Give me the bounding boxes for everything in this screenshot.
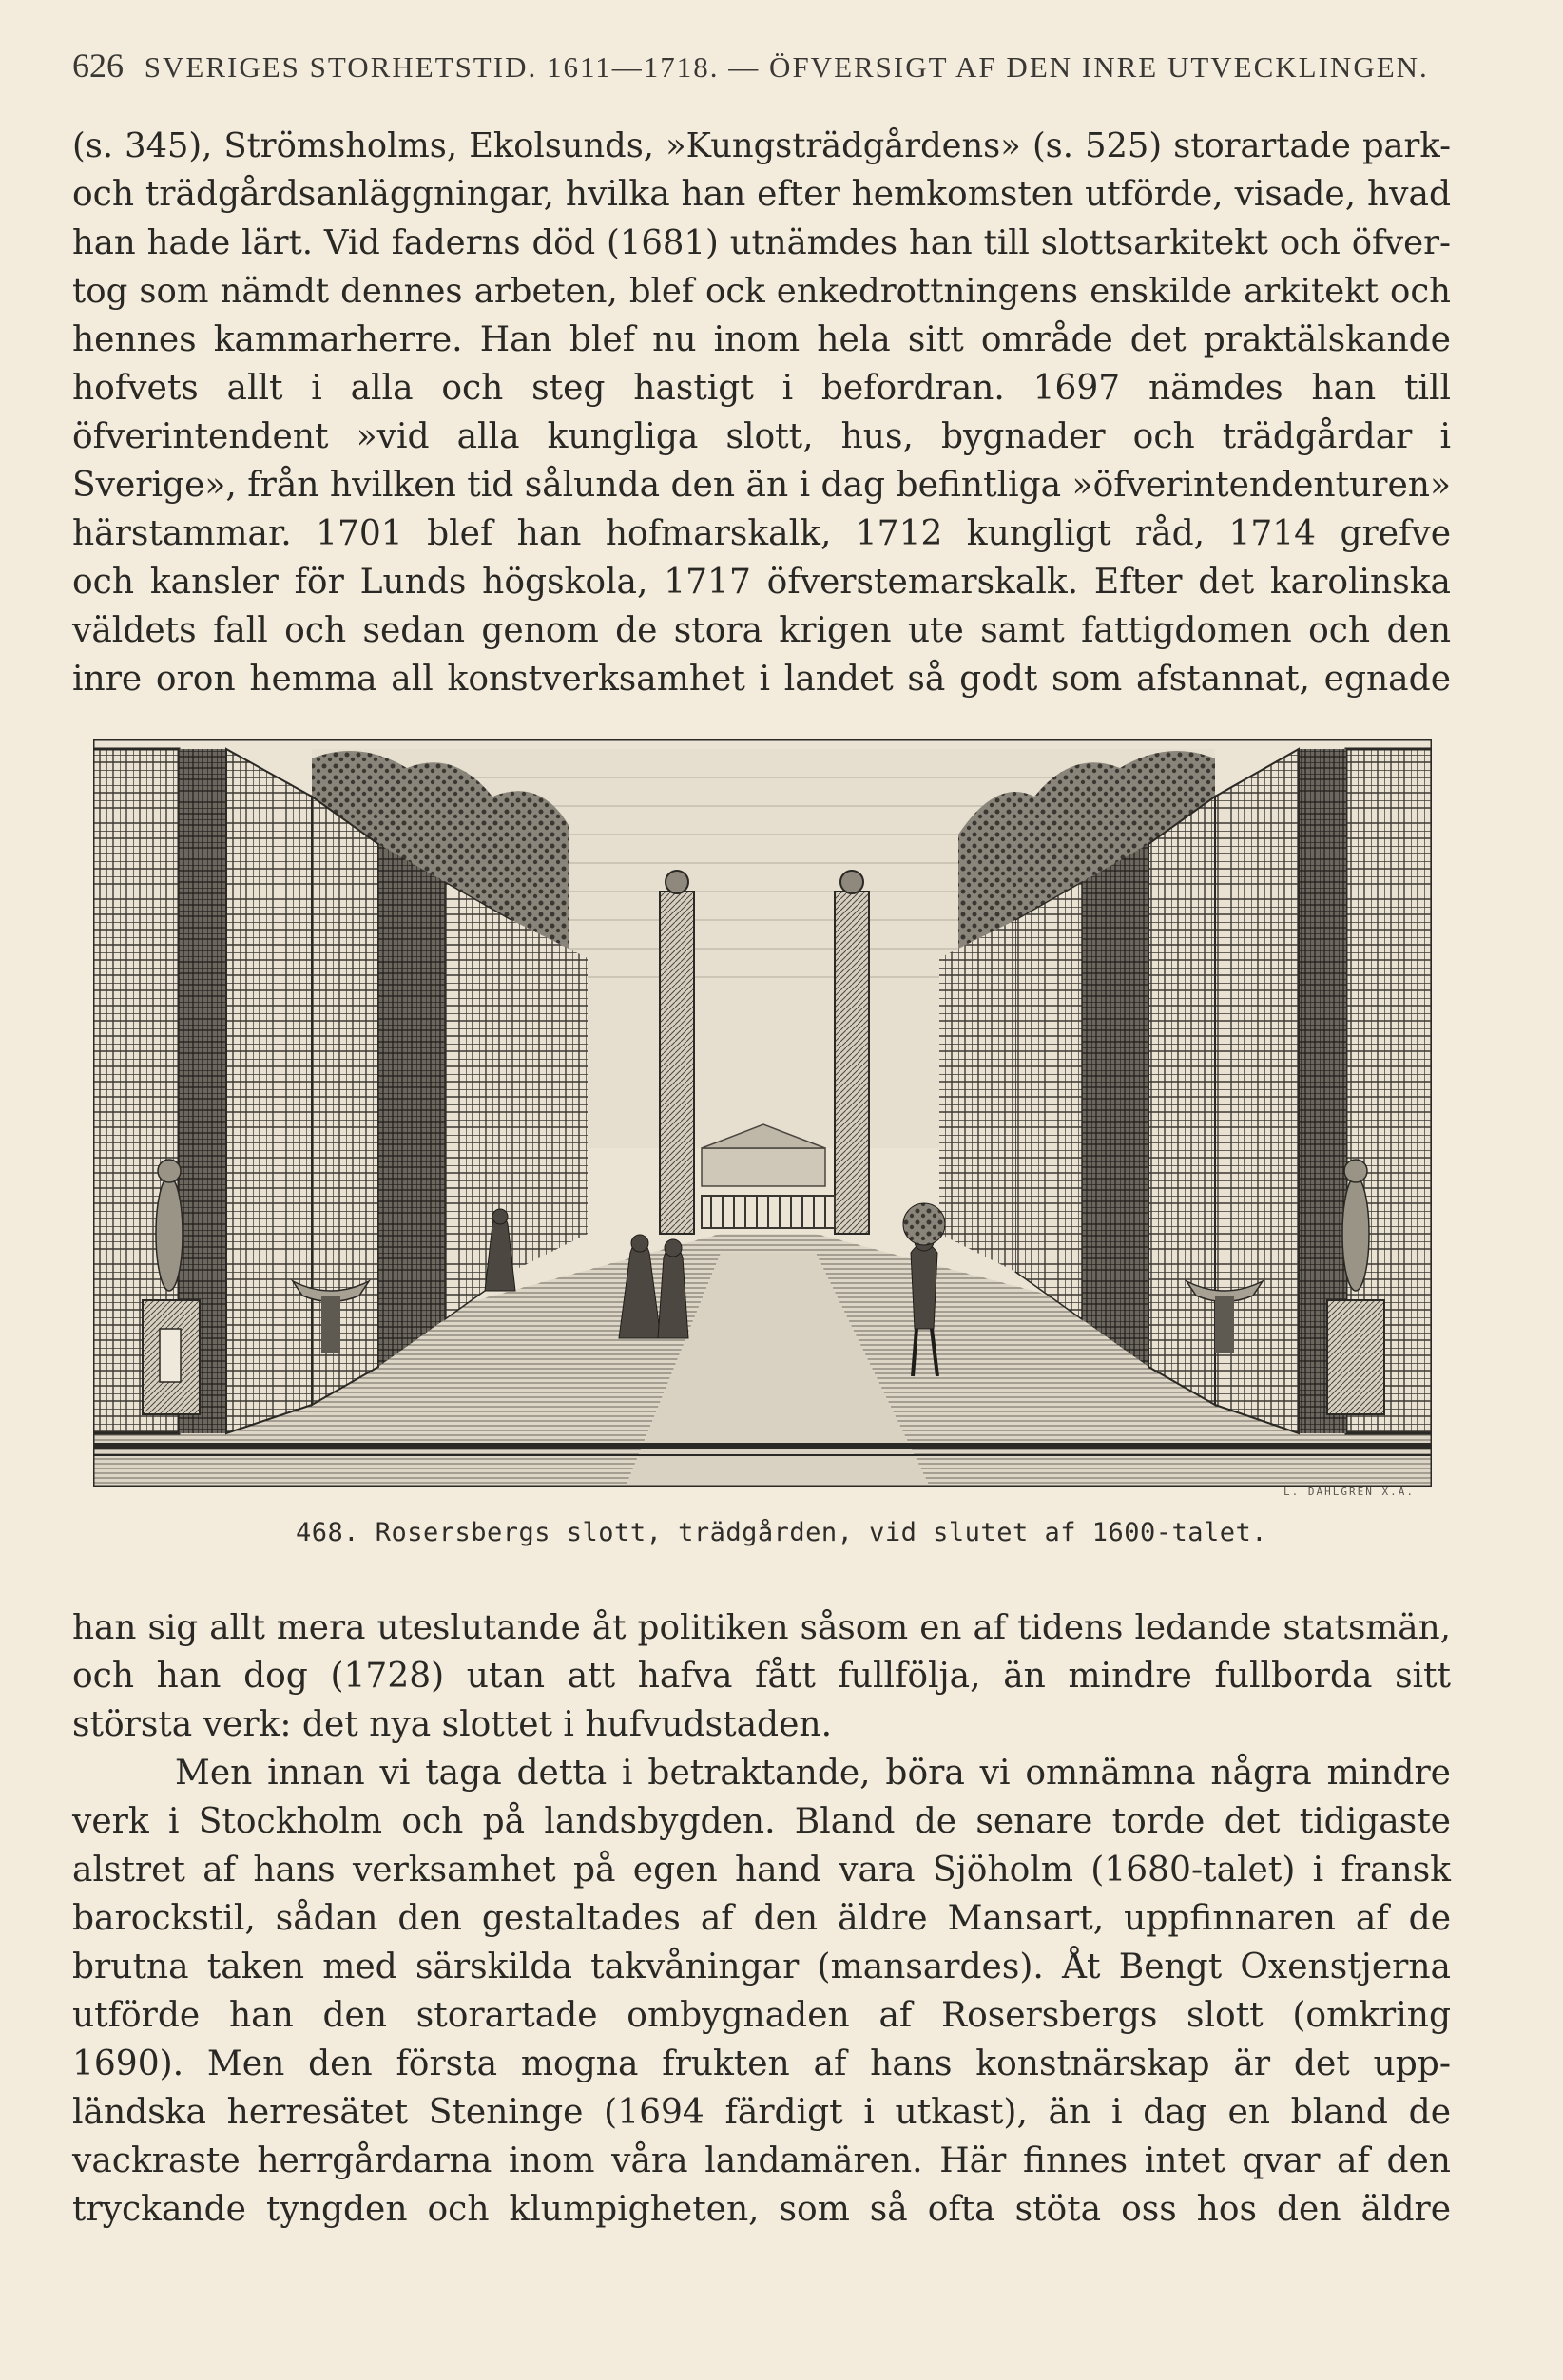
text-line: tryckande tyngden och klumpigheten, som så ofta stöta oss hos den äldre <box>72 2190 1451 2229</box>
text-line: 1690). Men den första mogna frukten af hans konstnärskap är det upp- <box>72 2044 1451 2083</box>
text-line: ländska herresätet Steninge (1694 färdigt i utkast), än i dag en bland de <box>72 2093 1451 2132</box>
text-line: barockstil, sådan den gestaltades af den äldre Mansart, uppfinnaren af de <box>72 1899 1451 1938</box>
text-line: verk i Stockholm och på landsbygden. Bland de senare torde det tidigaste <box>72 1802 1451 1841</box>
text-line: Sverige», från hvilken tid sålunda den än i dag befintliga »öfverintendenturen» <box>72 466 1451 505</box>
text-line: tog som nämdt dennes arbeten, blef ock enkedrottningens enskilde arkitekt och <box>72 272 1451 311</box>
paragraph-3 <box>72 1749 1451 2234</box>
figure-caption: 468. Rosersbergs slott, trädgården, vid slutet af 1600-talet. <box>295 1518 1268 1547</box>
text-line: och trädgårdsanläggningar, hvilka han efter hemkomsten utförde, visade, hvad <box>72 175 1451 214</box>
text-line: han hade lärt. Vid faderns död (1681) utnämdes han till slottsarkitekt och öfver- <box>72 223 1451 262</box>
text-line: alstret af hans verksamhet på egen hand vara Sjöholm (1680-talet) i fransk <box>72 1851 1451 1890</box>
text-line: utförde han den storartade ombygnaden af Rosersbergs slott (omkring <box>72 1996 1451 2035</box>
text-line: hofvets allt i alla och steg hastigt i befordran. 1697 nämdes han till <box>72 369 1451 408</box>
text-line: inre oron hemma all konstverksamhet i landet så godt som afstannat, egnade <box>72 660 1451 699</box>
running-header <box>72 46 1451 86</box>
paragraph-2 <box>72 1603 1451 1749</box>
text-line: och han dog (1728) utan att hafva fått fullfölja, än mindre fullborda sitt <box>72 1657 1451 1696</box>
text-line: hennes kammarherre. Han blef nu inom hela sitt område det praktälskande <box>72 320 1451 359</box>
running-title: SVERIGES STORHETSTID. 1611—1718. — ÖFVERSIGT AF DEN INRE UTVECKLINGEN. <box>144 50 1429 84</box>
text-line: (s. 345), Strömsholms, Ekolsunds, »Kungsträdgårdens» (s. 525) storartade park- <box>72 126 1451 165</box>
text-line: och kansler för Lunds högskola, 1717 öfverstemarskalk. Efter det karolinska <box>72 563 1451 602</box>
text-line: Men innan vi taga detta i betraktande, böra vi omnämna några mindre <box>175 1754 1451 1793</box>
text-line: öfverintendent »vid alla kungliga slott, hus, bygnader och trädgårdar i <box>72 417 1451 456</box>
paragraph-1 <box>72 122 1451 703</box>
text-line: han sig allt mera uteslutande åt politiken såsom en af tidens ledande statsmän, <box>72 1608 1451 1647</box>
engraving-illustration <box>93 739 1432 1487</box>
text-line: härstammar. 1701 blef han hofmarskalk, 1712 kungligt råd, 1714 grefve <box>72 514 1451 553</box>
page-number: 626 <box>72 47 124 85</box>
text-line: brutna taken med särskilda takvåningar (mansardes). Åt Bengt Oxenstjerna <box>72 1948 1451 1987</box>
text-line: vackraste herrgårdarna inom våra landamären. Här finnes intet qvar af den <box>72 2141 1451 2180</box>
text-line: största verk: det nya slottet i hufvudstaden. <box>72 1705 833 1744</box>
engraver-credit: L. DAHLGREN X.A. <box>1283 1486 1415 1498</box>
text-line: väldets fall och sedan genom de stora krigen ute samt fattigdomen och den <box>72 611 1451 650</box>
